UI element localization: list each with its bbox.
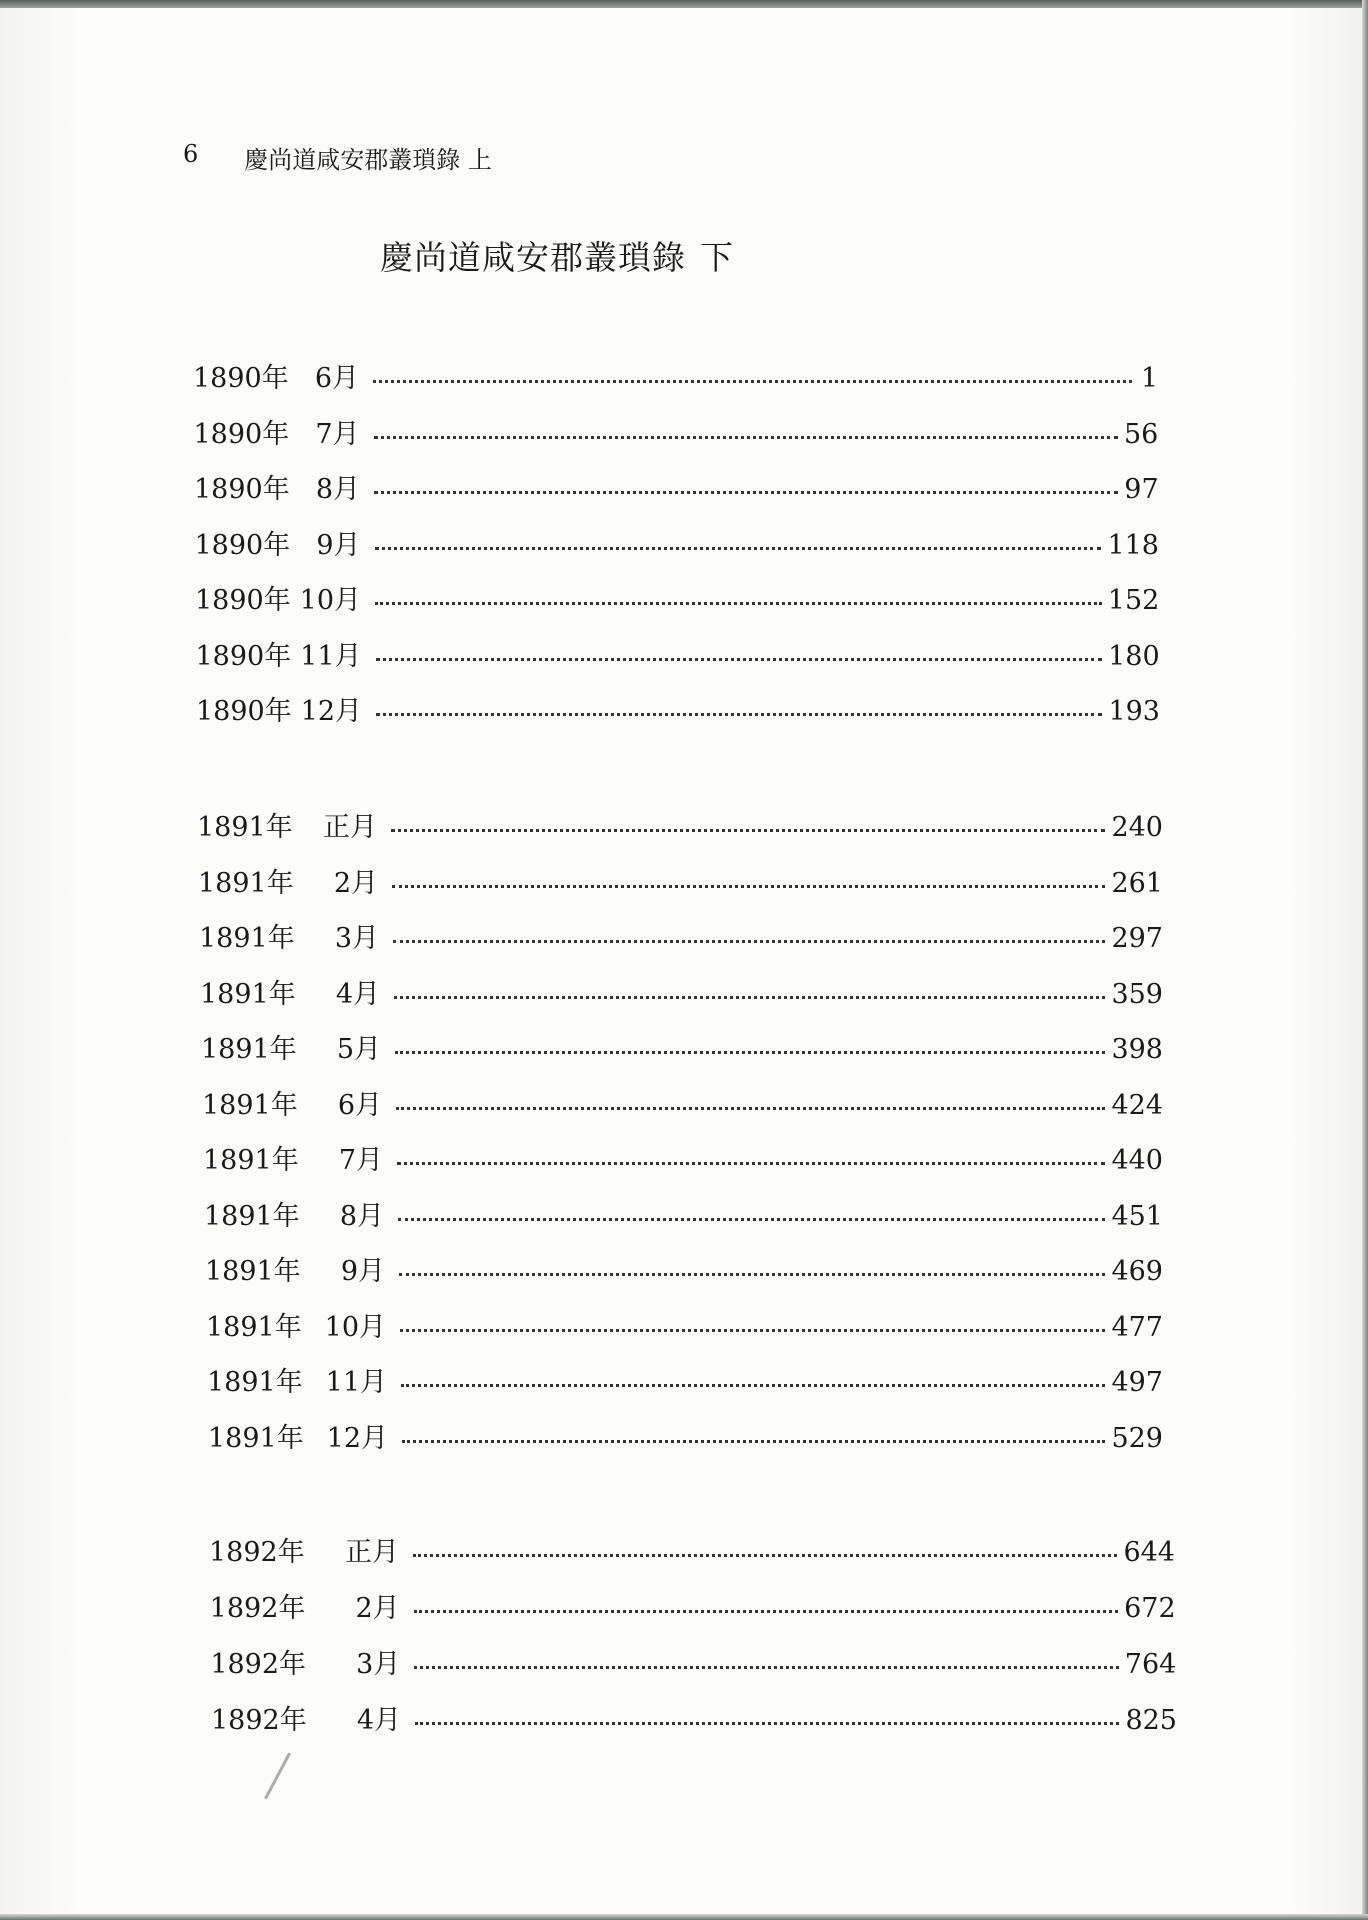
toc-month: 11月 (300, 640, 362, 672)
right-edge-shadow (1362, 0, 1368, 1920)
toc-page-number: 359 (1111, 978, 1163, 1010)
toc-entry (211, 1698, 1177, 1738)
toc-page-number: 240 (1111, 812, 1163, 843)
toc-entry (210, 1642, 1176, 1682)
dot-leader (394, 996, 1105, 999)
toc-year: 1890年 (194, 529, 291, 561)
dot-leader (397, 1162, 1105, 1165)
dot-leader (376, 658, 1103, 661)
toc-month: 7月 (338, 1145, 383, 1176)
toc-month: 12月 (300, 696, 362, 727)
toc-page-number: 398 (1111, 1034, 1163, 1065)
toc-page-number: 764 (1124, 1649, 1177, 1680)
dot-leader (391, 829, 1105, 832)
toc-page-number: 261 (1111, 867, 1163, 899)
toc-year: 1890年 (194, 474, 290, 505)
toc-entry (195, 578, 1159, 618)
toc-year: 1890年 (195, 640, 292, 672)
toc-month: 4月 (335, 978, 380, 1010)
toc-month: 6月 (314, 363, 359, 394)
dot-leader (401, 1384, 1105, 1387)
page-number: 6 (183, 140, 199, 168)
toc-month: 7月 (315, 418, 360, 450)
dot-leader (392, 885, 1105, 888)
toc-month: 11月 (325, 1367, 387, 1398)
toc-year: 1891年 (207, 1367, 303, 1398)
dot-leader (375, 602, 1102, 605)
toc-page-number: 297 (1111, 923, 1163, 954)
dot-leader (402, 1440, 1105, 1443)
dot-leader (374, 436, 1118, 439)
toc-page-number: 56 (1123, 418, 1159, 450)
toc-month: 10月 (299, 585, 361, 616)
toc-entry (198, 861, 1163, 901)
toc-page-number: 118 (1107, 529, 1159, 561)
toc-page-number: 193 (1108, 696, 1160, 727)
dot-leader (414, 1610, 1118, 1613)
toc-year: 1892年 (210, 1649, 307, 1680)
running-head (183, 140, 492, 175)
toc-page-number: 469 (1111, 1256, 1163, 1287)
toc-year: 1892年 (209, 1537, 305, 1568)
toc-month: 3月 (356, 1649, 401, 1680)
toc-month: 3月 (334, 923, 379, 954)
toc-page-number: 497 (1111, 1367, 1163, 1398)
toc-entry (193, 356, 1158, 396)
dot-leader (414, 1666, 1118, 1669)
dot-leader (400, 1329, 1105, 1332)
toc-page-number: 825 (1125, 1705, 1177, 1736)
toc-year: 1892年 (211, 1705, 307, 1736)
toc-year: 1891年 (197, 812, 293, 843)
toc-entry (196, 689, 1160, 729)
toc-year: 1891年 (203, 1145, 299, 1176)
toc-year: 1891年 (208, 1422, 304, 1454)
dot-leader (399, 1273, 1105, 1276)
toc-year: 1890年 (193, 418, 290, 450)
toc-month: 5月 (336, 1034, 381, 1065)
toc-year: 1891年 (205, 1256, 301, 1287)
toc-entry (201, 1027, 1163, 1067)
toc-month: 正月 (345, 1537, 399, 1568)
toc-month: 8月 (315, 474, 360, 505)
bottom-edge-shadow (0, 1914, 1368, 1920)
toc-year: 1891年 (198, 867, 294, 899)
toc-entry (200, 972, 1163, 1012)
toc-entry (197, 805, 1163, 845)
dot-leader (396, 1107, 1105, 1110)
toc-entry (194, 467, 1159, 507)
toc-month: 9月 (340, 1256, 385, 1287)
toc-entry (194, 412, 1159, 452)
toc-page-number: 97 (1124, 474, 1159, 505)
toc-year: 1891年 (199, 923, 295, 954)
toc-entry (206, 1305, 1163, 1345)
dot-leader (413, 1554, 1117, 1557)
toc-year: 1891年 (200, 978, 296, 1010)
toc-year: 1891年 (206, 1311, 302, 1343)
toc-month: 12月 (326, 1422, 388, 1454)
dot-leader (374, 491, 1118, 494)
title-main: 慶尚道咸安郡叢瑣錄 (380, 238, 686, 277)
toc-entry (199, 916, 1163, 956)
toc-year: 1891年 (204, 1200, 300, 1232)
toc-year: 1891年 (202, 1089, 298, 1121)
toc-page-number: 529 (1111, 1422, 1163, 1454)
toc-entry (208, 1416, 1163, 1456)
toc-page-number: 644 (1123, 1537, 1175, 1568)
toc-entry (196, 634, 1160, 674)
top-edge-shadow (0, 0, 1368, 8)
dot-leader (375, 547, 1102, 550)
toc-month: 4月 (356, 1705, 401, 1736)
toc-entry (203, 1138, 1163, 1178)
toc-page-number: 180 (1108, 640, 1160, 672)
book-title-header: 慶尚道咸安郡叢瑣錄 上 (244, 146, 492, 174)
toc-year: 1890年 (193, 363, 289, 394)
toc-page-number: 451 (1111, 1200, 1163, 1232)
toc-month: 2月 (333, 867, 378, 899)
title-volume: 下 (700, 238, 734, 277)
toc-year: 1892年 (209, 1593, 306, 1624)
toc-entry (202, 1083, 1163, 1123)
dot-leader (393, 940, 1105, 943)
toc-page-number: 152 (1107, 585, 1160, 616)
toc-entry (209, 1530, 1175, 1570)
toc-year: 1891年 (201, 1034, 297, 1065)
toc-month: 2月 (355, 1593, 400, 1624)
toc-entry (210, 1586, 1176, 1626)
toc-month: 10月 (324, 1311, 386, 1343)
toc-month: 8月 (339, 1200, 384, 1232)
toc-page-number: 440 (1111, 1145, 1163, 1176)
toc-page-number: 1 (1140, 363, 1158, 394)
toc-year: 1890年 (195, 585, 291, 616)
toc-page-number: 477 (1111, 1311, 1163, 1343)
toc-month: 9月 (316, 529, 361, 561)
toc-entry (204, 1194, 1163, 1234)
toc-entry (205, 1249, 1163, 1289)
toc-entry (195, 523, 1160, 563)
toc-page-number: 672 (1124, 1593, 1176, 1624)
dot-leader (415, 1722, 1119, 1725)
toc-entry (207, 1360, 1163, 1400)
dot-leader (373, 380, 1132, 383)
toc-year: 1890年 (196, 696, 292, 727)
page-title (380, 232, 960, 279)
toc-month: 正月 (323, 812, 377, 843)
dot-leader (398, 1218, 1105, 1221)
toc-page-number: 424 (1111, 1089, 1163, 1121)
pencil-mark (264, 1752, 291, 1799)
dot-leader (395, 1051, 1105, 1054)
toc-month: 6月 (337, 1089, 382, 1121)
dot-leader (376, 713, 1102, 716)
